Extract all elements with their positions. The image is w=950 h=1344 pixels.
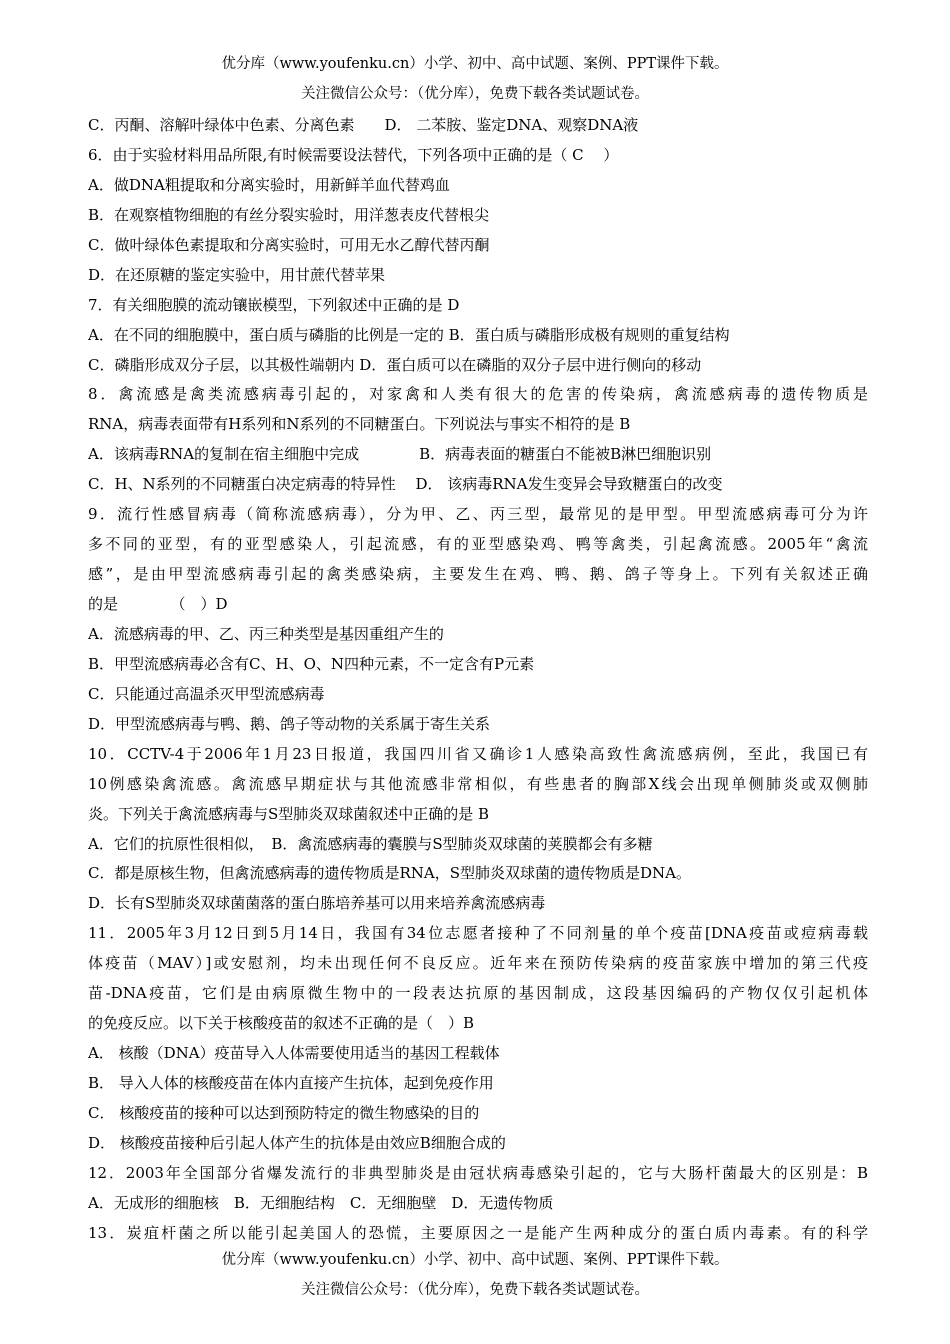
question-11-stem-end: 的免疫反应。以下关于核酸疫苗的叙述不正确的是（ ）B (88, 1014, 475, 1033)
question-12-stem: 12．2003年全国部分省爆发流行的非典型肺炎是由冠状病毒感染引起的，它与大肠杆菌最大的区别是：B (88, 1163, 868, 1182)
question-6-option-c: C．做叶绿体色素提取和分离实验时，可用无水乙醇代替丙酮 (88, 235, 490, 254)
question-11-stem-cont: 体疫苗（MAV）]或安慰剂，均未出现任何不良反应。近年来在预防传染病的疫苗家族中增加的第三代疫 (88, 954, 868, 973)
question-7-options-ab: A．在不同的细胞膜中，蛋白质与磷脂的比例是一定的 B．蛋白质与磷脂形成极有规则的重复结构 (88, 325, 730, 344)
question-11-option-d: D． 核酸疫苗接种后引起人体产生的抗体是由效应B细胞合成的 (88, 1133, 506, 1152)
question-10-stem-end: 炎。下列关于禽流感病毒与S型肺炎双球菌叙述中正确的是 B (88, 804, 490, 823)
footer-line-1: 优分库（www.youfenku.cn）小学、初中、高中试题、案例、PPT课件下载。 (221, 1252, 729, 1268)
question-10-option-d: D．长有S型肺炎双球菌菌落的蛋白胨培养基可以用来培养禽流感病毒 (88, 894, 546, 913)
header-line-2: 关注微信公众号：（优分库），免费下载各类试题试卷。 (301, 86, 649, 102)
question-8-options-ab: A．该病毒RNA的复制在宿主细胞中完成 B．病毒表面的糖蛋白不能被B淋巴细胞识别 (88, 445, 712, 464)
footer-line-2: 关注微信公众号：（优分库），免费下载各类试题试卷。 (301, 1282, 649, 1298)
text-line: C．丙酮、溶解叶绿体中色素、分离色素 D． 二苯胺、鉴定DNA、观察DNA液 (88, 116, 639, 134)
header-line-1: 优分库（www.youfenku.cn）小学、初中、高中试题、案例、PPT课件下载。 (221, 56, 729, 72)
question-9-option-a: A．流感病毒的甲、乙、丙三种类型是基因重组产生的 (88, 624, 444, 643)
question-11-stem: 11．2005年3月12日到5月14日，我国有34位志愿者接种了不同剂量的单个疫苗[DNA疫苗或痘病毒载 (88, 924, 868, 943)
question-10-options-ab: A．它们的抗原性很相似， B．禽流感病毒的囊膜与S型肺炎双球菌的荚膜都会有多糖 (88, 834, 653, 853)
question-10-option-c: C．都是原核生物，但禽流感病毒的遗传物质是RNA，S型肺炎双球菌的遗传物质是DNA。 (88, 864, 691, 883)
question-8-stem: 8．禽流感是禽类流感病毒引起的，对家禽和人类有很大的危害的传染病，禽流感病毒的遗传物质是 (88, 385, 868, 404)
question-6-option-a: A．做DNA粗提取和分离实验时，用新鲜羊血代替鸡血 (88, 175, 450, 194)
question-9-stem: 9．流行性感冒病毒（简称流感病毒），分为甲、乙、丙三型，最常见的是甲型。甲型流感病毒可分为许 (88, 505, 868, 524)
document-body (88, 111, 868, 1249)
question-6-option-d: D．在还原糖的鉴定实验中，用甘蔗代替苹果 (88, 265, 386, 284)
question-10-stem: 10．CCTV-4于2006年1月23日报道，我国四川省又确诊1人感染高致性禽流感病例，至此，我国已有 (88, 744, 868, 763)
question-10-stem-cont: 10例感染禽流感。禽流感早期症状与其他流感非常相似，有些患者的胸部X线会出现单侧肺炎或双侧肺 (88, 774, 868, 793)
question-11-stem-cont: 苗-DNA疫苗，它们是由病原微生物中的一段表达抗原的基因制成，这段基因编码的产物仅仅引起机体 (88, 984, 868, 1003)
question-12-options: A．无成形的细胞核 B．无细胞结构 C．无细胞壁 D．无遗传物质 (88, 1193, 554, 1212)
question-11-option-c: C． 核酸疫苗的接种可以达到预防特定的微生物感染的目的 (88, 1103, 480, 1122)
question-11-option-a: A． 核酸（DNA）疫苗导入人体需要使用适当的基因工程载体 (88, 1044, 500, 1063)
question-13-stem: 13．炭疽杆菌之所以能引起美国人的恐慌，主要原因之一是能产生两种成分的蛋白质内毒素。有的科学 (88, 1223, 868, 1242)
question-6-option-b: B．在观察植物细胞的有丝分裂实验时，用洋葱表皮代替根尖 (88, 205, 490, 224)
question-7-options-cd: C．磷脂形成双分子层，以其极性端朝内 D．蛋白质可以在磷脂的双分子层中进行侧向的移动 (88, 355, 702, 374)
question-9-option-c: C．只能通过高温杀灭甲型流感病毒 (88, 684, 325, 703)
question-8-stem-cont: RNA，病毒表面带有H系列和N系列的不同糖蛋白。下列说法与事实不相符的是 B (88, 415, 631, 434)
question-9-stem-end: 的是 （ ）D (88, 595, 228, 613)
question-9-stem-cont: 感”，是由甲型流感病毒引起的禽类感染病，主要发生在鸡、鸭、鹅、鸽子等身上。下列有关叙述正确 (88, 565, 868, 584)
question-7-stem: 7．有关细胞膜的流动镶嵌模型，下列叙述中正确的是 D (88, 295, 460, 314)
question-11-option-b: B． 导入人体的核酸疫苗在体内直接产生抗体，起到免疫作用 (88, 1074, 494, 1092)
question-9-option-b: B．甲型流感病毒必含有C、H、O、N四种元素，不一定含有P元素 (88, 654, 535, 673)
question-9-stem-cont: 多不同的亚型，有的亚型感染人，引起流感，有的亚型感染鸡、鸭等禽类，引起禽流感。2005年“禽流 (88, 535, 868, 554)
question-8-options-cd: C．H、N系列的不同糖蛋白决定病毒的特异性 D． 该病毒RNA发生变异会导致糖蛋白的改变 (88, 475, 723, 494)
question-9-option-d: D．甲型流感病毒与鸭、鹅、鸽子等动物的关系属于寄生关系 (88, 714, 491, 733)
question-6-stem: 6．由于实验材料用品所限,有时候需要设法替代，下列各项中正确的是（ C ） (88, 145, 619, 164)
